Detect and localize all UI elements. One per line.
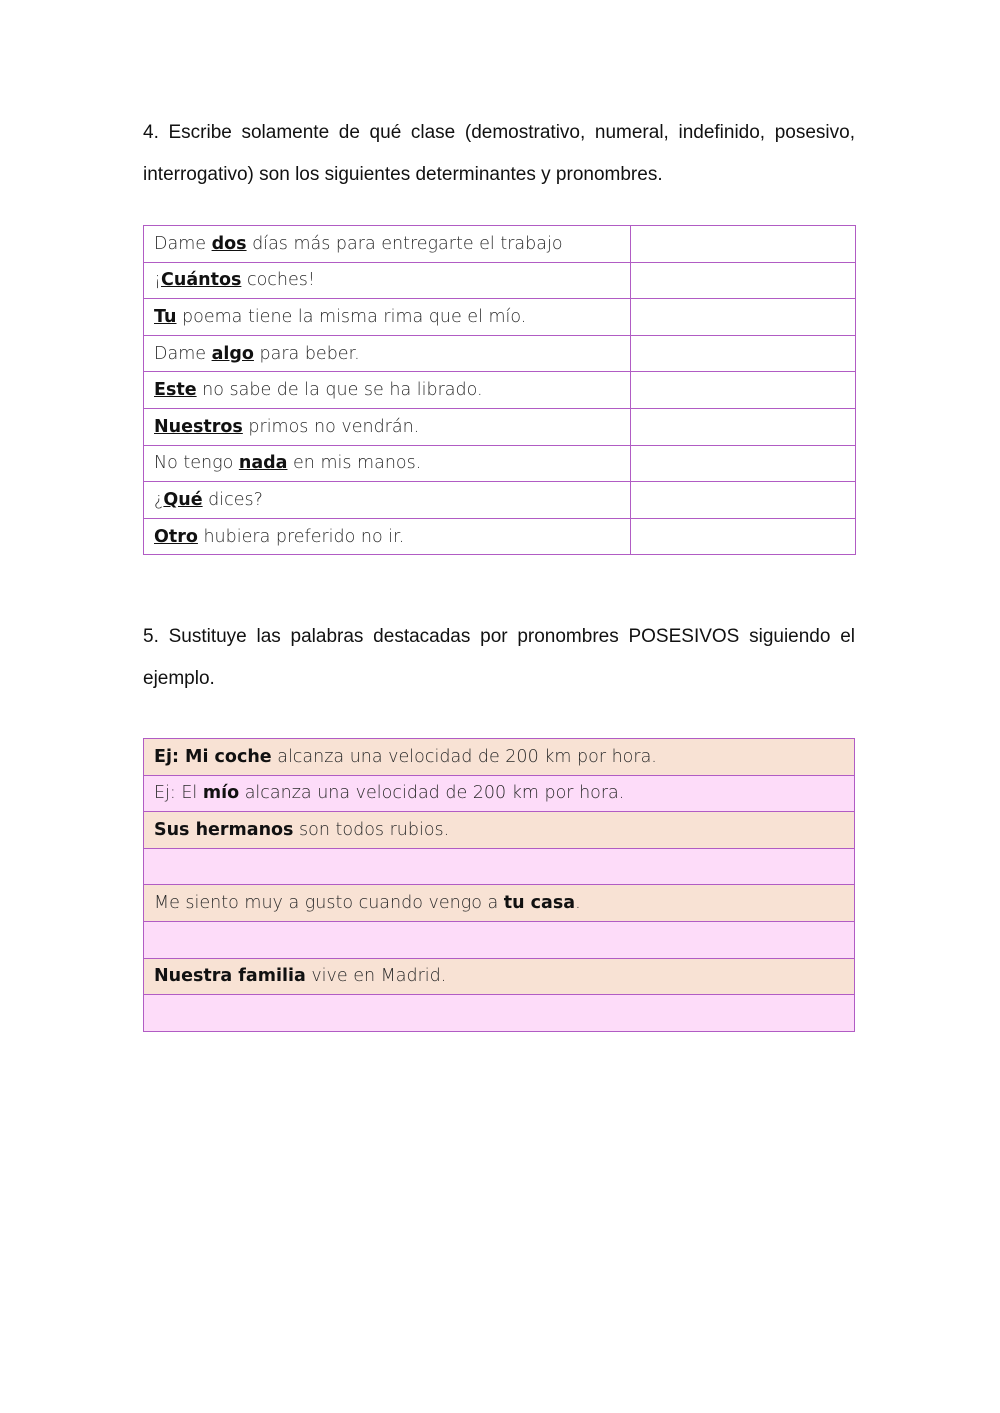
sentence-row xyxy=(144,958,855,995)
example-row xyxy=(144,739,855,776)
answer-cell[interactable] xyxy=(631,226,856,263)
sentence-cell: Dame dos días más para entregarte el trabajo xyxy=(144,226,631,263)
exercise-4-instruction: 4. Escribe solamente de qué clase (demostrativo, numeral, indefinido, posesivo, interrogativo) son los siguientes determinantes y pronombres. xyxy=(143,122,855,185)
highlighted-word: Este xyxy=(154,380,197,401)
sentence-cell: ¡Cuántos coches! xyxy=(144,262,631,299)
highlighted-word: Otro xyxy=(154,526,198,547)
answer-cell[interactable] xyxy=(631,445,856,482)
answer-row xyxy=(144,921,855,958)
highlighted-word: nada xyxy=(238,453,288,474)
answer-cell[interactable] xyxy=(631,335,856,372)
highlighted-word: algo xyxy=(211,343,254,364)
sentence-cell: Sus hermanos son todos rubios. xyxy=(144,812,855,849)
highlighted-word: Qué xyxy=(163,489,203,510)
answer-cell[interactable] xyxy=(144,995,855,1032)
answer-cell[interactable] xyxy=(631,518,856,555)
sentence-cell: ¿Qué dices? xyxy=(144,482,631,519)
highlighted-word: Nuestros xyxy=(154,416,243,437)
example-answer-row xyxy=(144,775,855,812)
answer-cell[interactable] xyxy=(144,921,855,958)
table-row xyxy=(144,372,856,409)
answer-row xyxy=(144,995,855,1032)
answer-row xyxy=(144,848,855,885)
sentence-cell: No tengo nada en mis manos. xyxy=(144,445,631,482)
sentence-cell: Ej: Mi coche alcanza una velocidad de 200 km por hora. xyxy=(144,739,855,776)
highlighted-word: Tu xyxy=(154,306,177,327)
table-row xyxy=(144,262,856,299)
exercise-5-instruction: 5. Sustituye las palabras destacadas por pronombres POSESIVOS siguiendo el ejemplo. xyxy=(143,626,855,689)
highlighted-word: dos xyxy=(211,233,247,254)
answer-cell[interactable] xyxy=(631,372,856,409)
table-row xyxy=(144,226,856,263)
sentence-cell: Dame algo para beber. xyxy=(144,335,631,372)
table-row xyxy=(144,408,856,445)
sentence-cell: Este no sabe de la que se ha librado. xyxy=(144,372,631,409)
sentence-cell: Me siento muy a gusto cuando vengo a tu casa. xyxy=(144,885,855,922)
table-row xyxy=(144,482,856,519)
answer-cell[interactable] xyxy=(631,299,856,336)
exercise-5-table xyxy=(143,738,855,1032)
sentence-cell: Tu poema tiene la misma rima que el mío. xyxy=(144,299,631,336)
answer-cell[interactable] xyxy=(144,848,855,885)
sentence-row xyxy=(144,812,855,849)
answer-cell[interactable] xyxy=(631,482,856,519)
sentence-row xyxy=(144,885,855,922)
answer-cell[interactable] xyxy=(631,408,856,445)
highlighted-word: Cuántos xyxy=(161,270,242,291)
table-row xyxy=(144,518,856,555)
answer-cell[interactable] xyxy=(631,262,856,299)
exercise-4-table xyxy=(143,225,856,555)
sentence-cell: Nuestra familia vive en Madrid. xyxy=(144,958,855,995)
table-row xyxy=(144,445,856,482)
highlighted-word: tu casa xyxy=(503,893,576,914)
sentence-cell: Otro hubiera preferido no ir. xyxy=(144,518,631,555)
highlighted-word: mío xyxy=(202,783,240,804)
sentence-cell: Ej: El mío alcanza una velocidad de 200 km por hora. xyxy=(144,775,855,812)
table-row xyxy=(144,299,856,336)
table-row xyxy=(144,335,856,372)
sentence-cell: Nuestros primos no vendrán. xyxy=(144,408,631,445)
